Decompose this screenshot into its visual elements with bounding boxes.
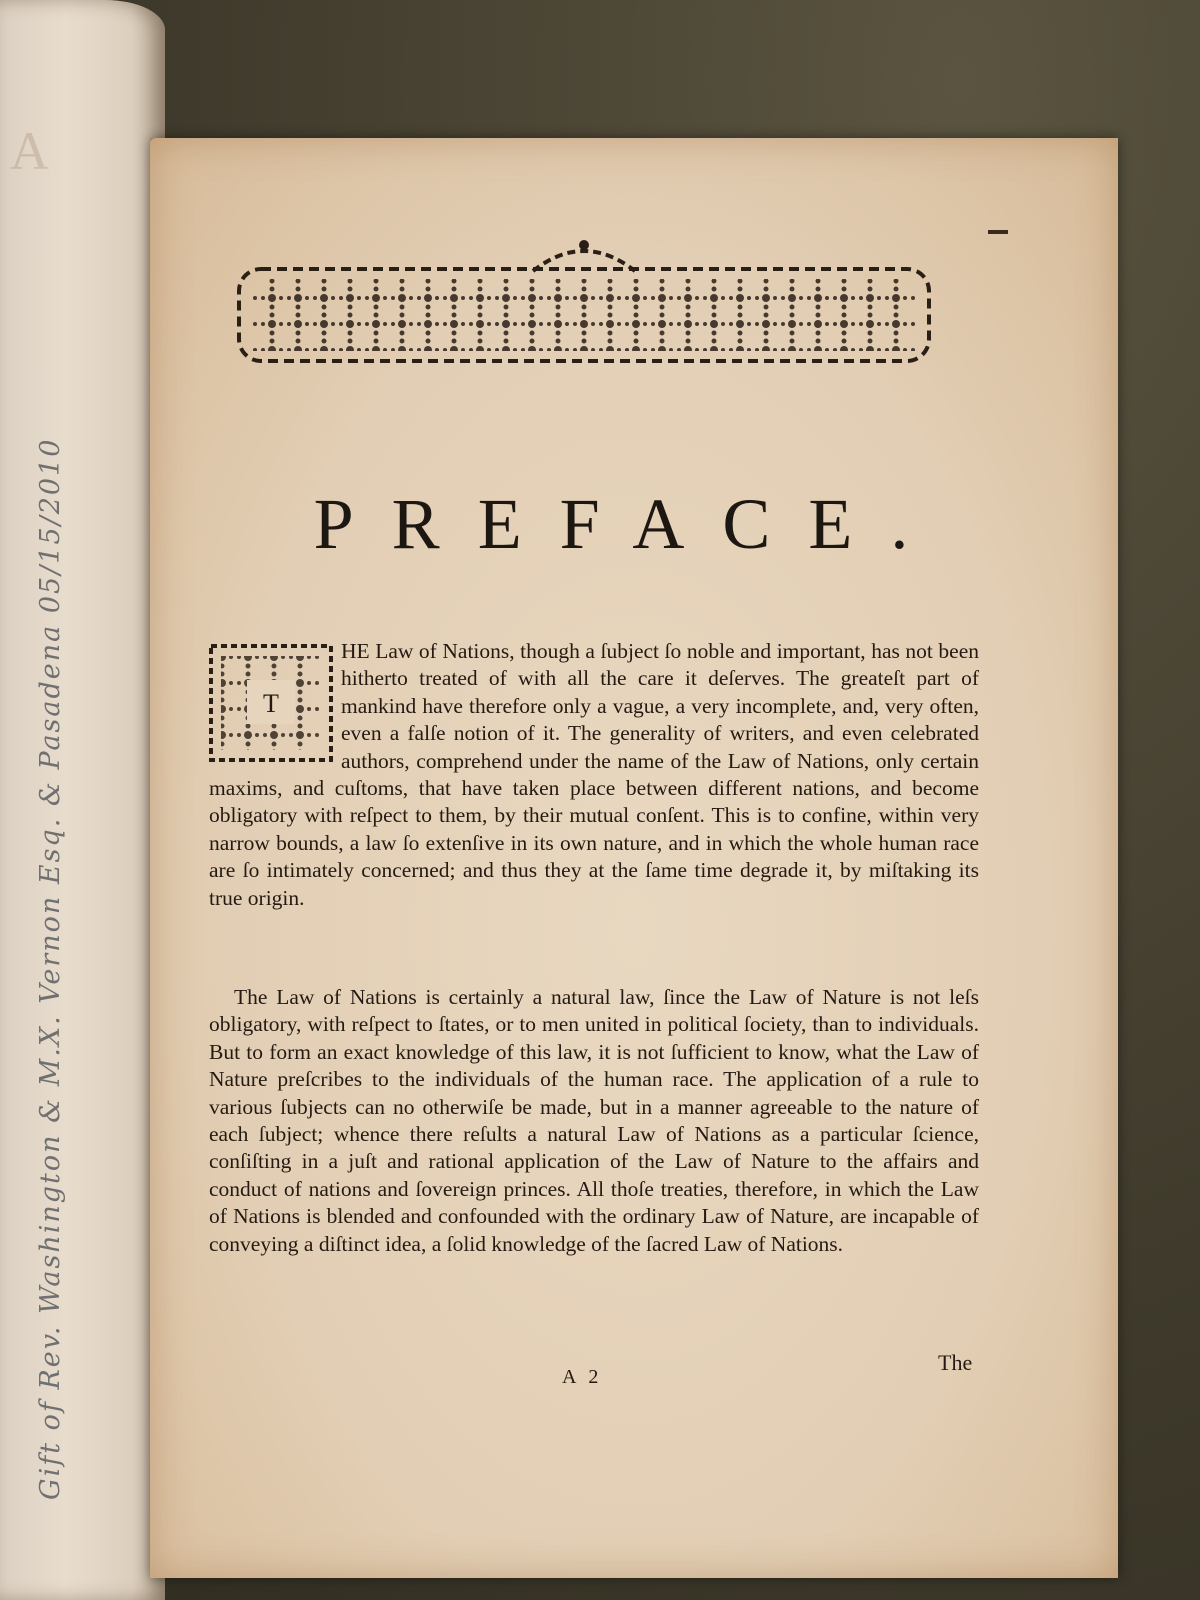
handwritten-inscription: Gift of Rev. Washington & M.X. Vernon Esq. & Pasadena 05/15/2010 [35,437,66,1500]
paragraph-1-text: HE Law of Nations, though a ſubject ſo noble and important, has not been hitherto treated of with all the care it deſerves. The greateſt part of mankind have therefore only a vague, a very incomplete, and, very often, even a falſe notion of it. The generality of writers, and even celebrated authors, comprehend under the name of the Law of Nations, only certain maxims, and cuſtoms, that have taken place between different nations, and become obligatory with reſpect to them, by their mutual conſent. This is to confine, within very narrow bounds, a law ſo extenſive in its own nature, and in which the whole human race are ſo intimately concerned; and thus they at the ſame time degrade it, by miſtaking its true origin. [209,639,979,910]
left-facing-page [0,0,165,1600]
catchword: The [938,1350,973,1375]
paragraph-2: The Law of Nations is certainly a natural law, ſince the Law of Nature is not leſs obligatory, with reſpect to ſtates, or to men united in political ſociety, than to individuals. But to form an exact knowledge of this law, it is not ſufficient to know, what the Law of Nature preſcribes to the individuals of the human race. The application of a rule to various ſubjects can no otherwiſe be made, but in a manner agreeable to the nature of each ſubject; whence there reſults a natural Law of Nations as a particular ſcience, conſiſting in a juſt and rational application of the Law of Nature to the affairs and conduct of nations and ſovereign princes. All thoſe treaties, therefore, in which the Law of Nations is blended and confounded with the ordinary Law of Nature, are incapable of conveying a diſtinct idea, a ſolid knowledge of the ſacred Law of Nations. [209,985,979,1256]
dropcap-letter: T [263,689,279,718]
paragraph-1 [209,638,979,968]
ornamental-dropcap [209,644,333,762]
ink-mark [988,230,1008,234]
book-page [150,138,1118,1578]
page-title: PREFACE. [313,484,947,564]
body-text [209,638,979,1258]
ornamental-headpiece [233,233,935,373]
faded-letter-mark: A [10,121,49,181]
signature-mark: A 2 [562,1366,603,1388]
